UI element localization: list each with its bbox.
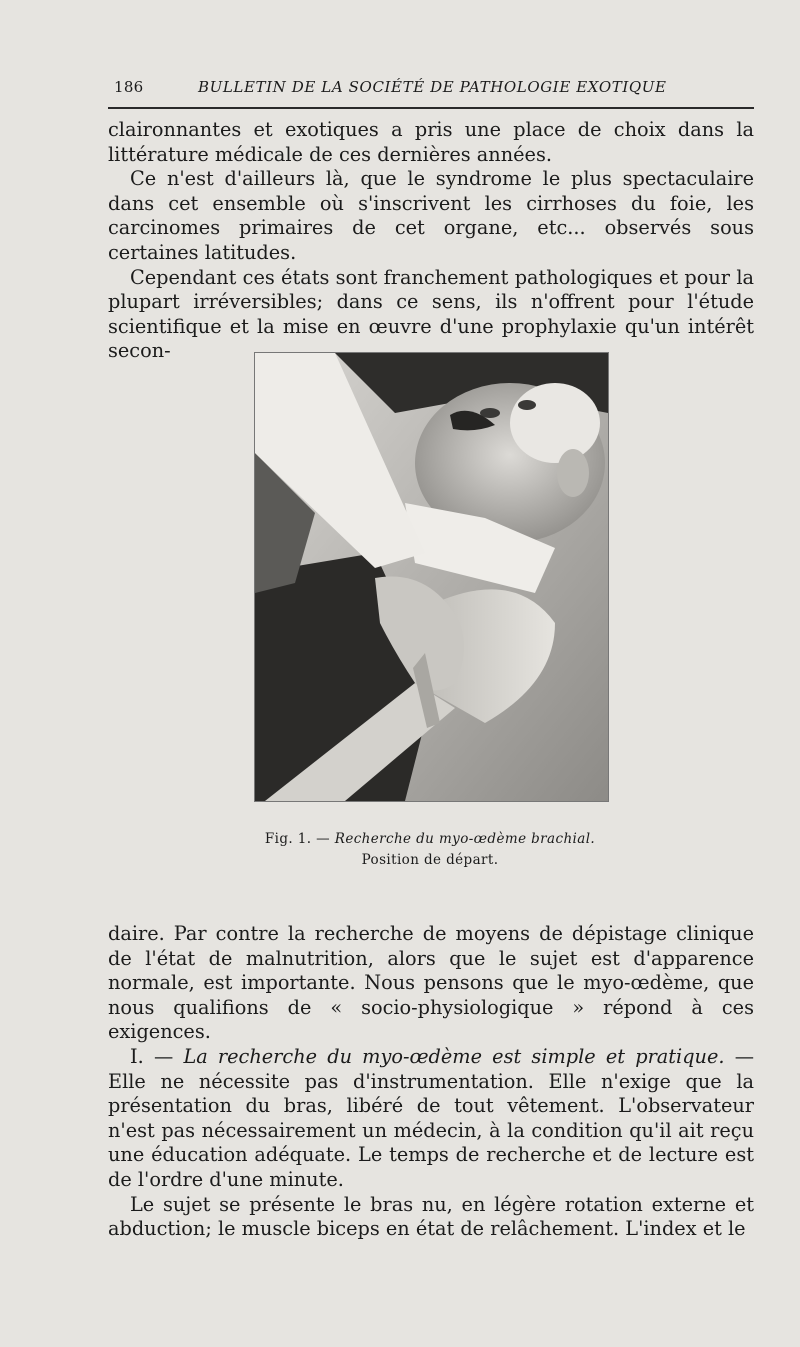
paragraph-6: Le sujet se présente le bras nu, en légère rotation externe et abduction; le muscle biceps en état de relâchement. L'index et le xyxy=(108,1192,754,1241)
paragraph-5 xyxy=(108,1045,754,1193)
page-number: 186 xyxy=(114,78,144,96)
text-block-top xyxy=(108,118,754,364)
header-rule xyxy=(108,107,754,109)
paragraph-4: daire. Par contre la recherche de moyens de dépistage clinique de l'état de malnutrition, alors que le sujet est d'apparence normale, est importante. Nous pensons que le myo-œdème, que nous qualifions de « socio-physiologique » répond à ces exigences. xyxy=(108,922,754,1044)
section-body: — Elle ne nécessite pas d'instrumentation. Elle n'exige que la présentation du bras, libéré de tout vêtement. L'observateur n'est pas nécessairement un médecin, à la condition qu'il ait reçu une éducation adéquate. Le temps de recherche et de lecture est de l'ordre d'une minute. xyxy=(108,1044,755,1191)
section-number: I. — xyxy=(130,1044,174,1068)
figure-title: Recherche du myo-œdème brachial. xyxy=(334,831,596,847)
running-head xyxy=(106,76,756,104)
caption-line-1 xyxy=(200,829,660,850)
figure-subtitle: Position de départ. xyxy=(361,852,499,868)
figure-photograph xyxy=(254,352,609,802)
text-block-bottom xyxy=(108,922,754,1242)
photo-illustration xyxy=(255,353,608,801)
paragraph-3: Cependant ces états sont franchement pathologiques et pour la plupart irréversibles; dans ce sens, ils n'offrent pour l'étude scientifique et la mise en œuvre d'une prophylaxie qu'un intérêt secon- xyxy=(108,265,754,363)
journal-title: BULLETIN DE LA SOCIÉTÉ DE PATHOLOGIE EXOTIQUE xyxy=(198,78,667,96)
paragraph-1: claironnantes et exotiques a pris une place de choix dans la littérature médicale de ces dernières années. xyxy=(108,118,754,166)
figure-caption xyxy=(200,829,660,871)
paragraph-2: Ce n'est d'ailleurs là, que le syndrome le plus spectaculaire dans cet ensemble où s'inscrivent les cirrhoses du foie, les carcinomes primaires de cet organe, etc... observés sous certaines latitudes. xyxy=(108,167,754,264)
section-heading: La recherche du myo-œdème est simple et pratique. xyxy=(183,1044,725,1068)
figure-label: Fig. 1. — xyxy=(264,831,331,847)
